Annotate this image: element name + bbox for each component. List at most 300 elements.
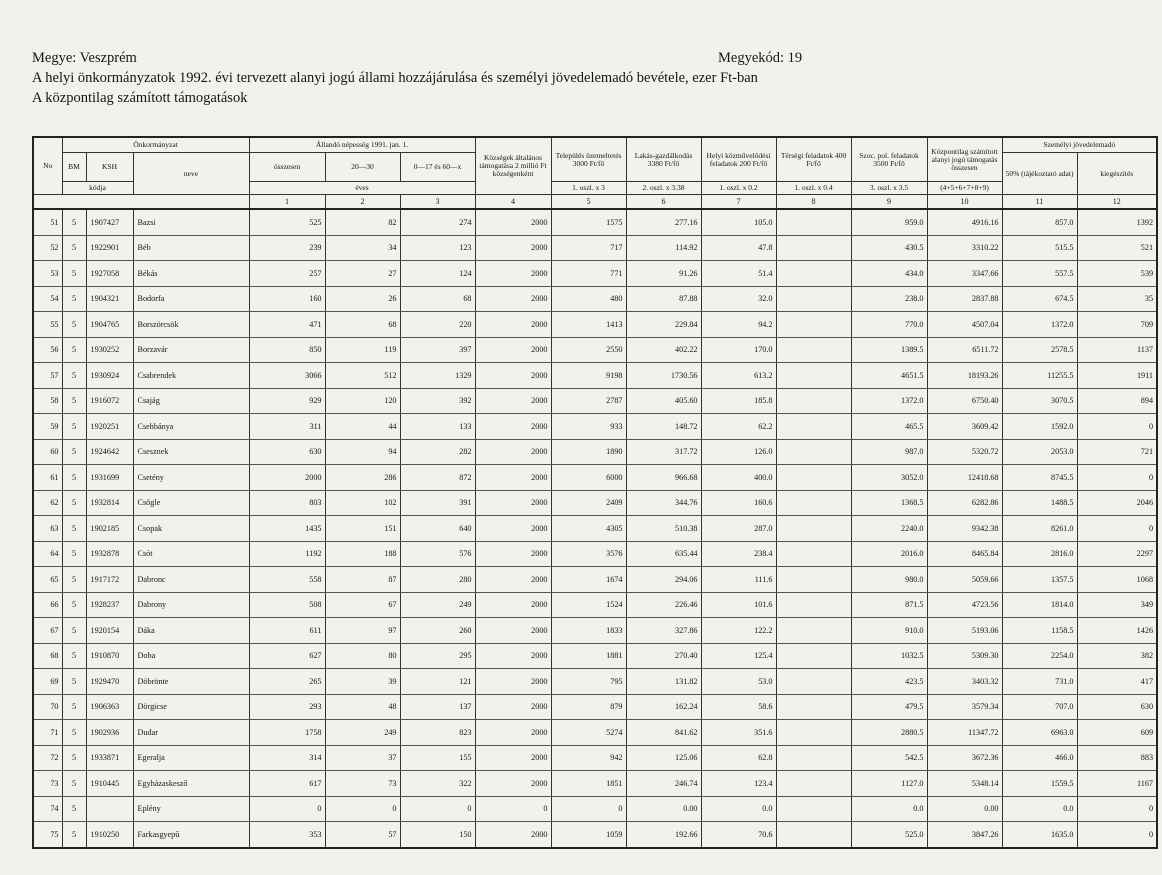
header-age-20-30: 20—30 [325, 153, 400, 182]
cell-kozsegek: 2000 [475, 694, 551, 720]
cell-helyi: 47.8 [701, 235, 776, 261]
cell-tersegi [776, 618, 851, 644]
cell-lakas: 91.26 [626, 261, 701, 287]
cell-telepules: 1851 [551, 771, 626, 797]
cell-age-20-30: 87 [325, 567, 400, 593]
cell-name: Béb [133, 235, 249, 261]
header-szja: Személyi jövedelemadó [1002, 137, 1157, 153]
cell-ksh: 1917172 [86, 567, 133, 593]
cell-kiegeszites: 2046 [1077, 490, 1157, 516]
cell-tersegi [776, 516, 851, 542]
cell-telepules: 2409 [551, 490, 626, 516]
cell-no: 73 [33, 771, 62, 797]
cell-helyi: 126.0 [701, 439, 776, 465]
cell-age-0-17: 1329 [400, 363, 475, 389]
cell-ksh: 1920251 [86, 414, 133, 440]
cell-name: Békás [133, 261, 249, 287]
cell-helyi: 170.0 [701, 337, 776, 363]
cell-osszesen: 471 [249, 312, 325, 338]
cell-osszesen: 803 [249, 490, 325, 516]
cell-lakas: 317.72 [626, 439, 701, 465]
table-row [33, 414, 1157, 440]
cell-kozpontilag: 5193.06 [927, 618, 1002, 644]
cell-helyi: 400.0 [701, 465, 776, 491]
cell-tersegi [776, 439, 851, 465]
cell-szja-50: 2578.5 [1002, 337, 1077, 363]
table-row [33, 643, 1157, 669]
cell-age-0-17: 280 [400, 567, 475, 593]
cell-ksh: 1924642 [86, 439, 133, 465]
cell-no: 62 [33, 490, 62, 516]
cell-telepules: 0 [551, 796, 626, 822]
cell-kozsegek: 2000 [475, 720, 551, 746]
cell-age-0-17: 576 [400, 541, 475, 567]
cell-lakas: 162.24 [626, 694, 701, 720]
column-number: 9 [851, 195, 927, 210]
cell-kozpontilag: 4723.56 [927, 592, 1002, 618]
cell-ksh: 1932814 [86, 490, 133, 516]
cell-name: Csajág [133, 388, 249, 414]
cell-ksh: 1902936 [86, 720, 133, 746]
cell-szja-50: 1635.0 [1002, 822, 1077, 848]
table-row [33, 694, 1157, 720]
column-number-row [33, 195, 1157, 210]
cell-name: Döbrönte [133, 669, 249, 695]
cell-osszesen: 265 [249, 669, 325, 695]
cell-age-20-30: 26 [325, 286, 400, 312]
cell-lakas: 270.40 [626, 643, 701, 669]
cell-no: 68 [33, 643, 62, 669]
cell-kozsegek: 2000 [475, 669, 551, 695]
cell-szja-50: 674.5 [1002, 286, 1077, 312]
cell-szoc: 1372.0 [851, 388, 927, 414]
cell-bm: 5 [62, 363, 86, 389]
cell-kozsegek: 2000 [475, 439, 551, 465]
cell-osszesen: 311 [249, 414, 325, 440]
cell-kiegeszites: 883 [1077, 745, 1157, 771]
cell-lakas: 344.76 [626, 490, 701, 516]
cell-no: 63 [33, 516, 62, 542]
cell-ksh: 1902185 [86, 516, 133, 542]
header-kodja: kódja [62, 182, 133, 195]
cell-bm: 5 [62, 414, 86, 440]
table-row [33, 567, 1157, 593]
cell-szoc: 423.5 [851, 669, 927, 695]
county-label: Megye: Veszprém [32, 50, 137, 66]
header-tersegi-formula: 1. oszl. x 0.4 [776, 182, 851, 195]
cell-kiegeszites: 1911 [1077, 363, 1157, 389]
cell-osszesen: 508 [249, 592, 325, 618]
cell-szoc: 3052.0 [851, 465, 927, 491]
column-number: 10 [927, 195, 1002, 210]
cell-kiegeszites: 1137 [1077, 337, 1157, 363]
cell-tersegi [776, 490, 851, 516]
table-row [33, 261, 1157, 287]
cell-bm: 5 [62, 235, 86, 261]
cell-osszesen: 2000 [249, 465, 325, 491]
cell-kiegeszites: 1167 [1077, 771, 1157, 797]
cell-kiegeszites: 0 [1077, 822, 1157, 848]
cell-lakas: 1730.56 [626, 363, 701, 389]
cell-age-20-30: 34 [325, 235, 400, 261]
cell-age-0-17: 640 [400, 516, 475, 542]
table-row [33, 796, 1157, 822]
cell-age-0-17: 397 [400, 337, 475, 363]
cell-kozpontilag: 4507.04 [927, 312, 1002, 338]
cell-tersegi [776, 745, 851, 771]
header-no: No [33, 137, 62, 195]
cell-helyi: 122.2 [701, 618, 776, 644]
cell-szja-50: 857.0 [1002, 209, 1077, 235]
cell-ksh: 1910445 [86, 771, 133, 797]
cell-no: 67 [33, 618, 62, 644]
cell-age-0-17: 260 [400, 618, 475, 644]
header-telepules: Település üzemeltetés 3000 Ft/fő [551, 137, 626, 182]
cell-ksh: 1904321 [86, 286, 133, 312]
cell-helyi: 94.2 [701, 312, 776, 338]
cell-bm: 5 [62, 516, 86, 542]
cell-age-20-30: 0 [325, 796, 400, 822]
cell-osszesen: 1192 [249, 541, 325, 567]
cell-tersegi [776, 312, 851, 338]
cell-lakas: 87.88 [626, 286, 701, 312]
header-neve: neve [133, 153, 249, 195]
cell-name: Csögle [133, 490, 249, 516]
document-header [32, 48, 822, 108]
cell-age-0-17: 295 [400, 643, 475, 669]
cell-kozpontilag: 3609.42 [927, 414, 1002, 440]
cell-kiegeszites: 417 [1077, 669, 1157, 695]
cell-szja-50: 1488.5 [1002, 490, 1077, 516]
cell-age-20-30: 97 [325, 618, 400, 644]
cell-age-0-17: 249 [400, 592, 475, 618]
cell-kozsegek: 2000 [475, 414, 551, 440]
cell-kozsegek: 0 [475, 796, 551, 822]
cell-osszesen: 630 [249, 439, 325, 465]
cell-name: Csesznek [133, 439, 249, 465]
cell-szoc: 434.0 [851, 261, 927, 287]
cell-kozpontilag: 6511.72 [927, 337, 1002, 363]
column-number: 3 [400, 195, 475, 210]
cell-helyi: 123.4 [701, 771, 776, 797]
cell-no: 75 [33, 822, 62, 848]
cell-helyi: 160.6 [701, 490, 776, 516]
cell-bm: 5 [62, 745, 86, 771]
cell-telepules: 9198 [551, 363, 626, 389]
cell-szoc: 542.5 [851, 745, 927, 771]
cell-bm: 5 [62, 337, 86, 363]
cell-osszesen: 627 [249, 643, 325, 669]
cell-kozpontilag: 0.00 [927, 796, 1002, 822]
cell-kozpontilag: 8465.84 [927, 541, 1002, 567]
column-number-blank [33, 195, 249, 210]
cell-kozsegek: 2000 [475, 235, 551, 261]
column-number: 4 [475, 195, 551, 210]
cell-szoc: 980.0 [851, 567, 927, 593]
cell-tersegi [776, 337, 851, 363]
cell-age-0-17: 123 [400, 235, 475, 261]
cell-bm: 5 [62, 669, 86, 695]
cell-age-20-30: 120 [325, 388, 400, 414]
table-row [33, 209, 1157, 235]
cell-szja-50: 11255.5 [1002, 363, 1077, 389]
cell-kozpontilag: 6750.40 [927, 388, 1002, 414]
table-row [33, 439, 1157, 465]
cell-helyi: 111.6 [701, 567, 776, 593]
header-eves: éves [249, 182, 475, 195]
cell-ksh: 1931699 [86, 465, 133, 491]
cell-age-0-17: 121 [400, 669, 475, 695]
cell-telepules: 480 [551, 286, 626, 312]
cell-lakas: 294.06 [626, 567, 701, 593]
cell-ksh: 1910870 [86, 643, 133, 669]
cell-szoc: 525.0 [851, 822, 927, 848]
cell-szoc: 2016.0 [851, 541, 927, 567]
cell-age-0-17: 872 [400, 465, 475, 491]
cell-kozpontilag: 2837.88 [927, 286, 1002, 312]
table-row [33, 720, 1157, 746]
cell-age-20-30: 27 [325, 261, 400, 287]
table-body [33, 209, 1157, 848]
cell-telepules: 879 [551, 694, 626, 720]
cell-tersegi [776, 720, 851, 746]
table-row [33, 490, 1157, 516]
cell-name: Dabrony [133, 592, 249, 618]
cell-szja-50: 1592.0 [1002, 414, 1077, 440]
cell-telepules: 942 [551, 745, 626, 771]
cell-kozpontilag: 5309.30 [927, 643, 1002, 669]
cell-osszesen: 314 [249, 745, 325, 771]
cell-age-20-30: 67 [325, 592, 400, 618]
cell-osszesen: 611 [249, 618, 325, 644]
cell-szja-50: 6963.0 [1002, 720, 1077, 746]
cell-kozsegek: 2000 [475, 771, 551, 797]
cell-kozsegek: 2000 [475, 261, 551, 287]
cell-szoc: 238.0 [851, 286, 927, 312]
cell-kozsegek: 2000 [475, 643, 551, 669]
cell-szja-50: 1814.0 [1002, 592, 1077, 618]
cell-lakas: 635.44 [626, 541, 701, 567]
cell-tersegi [776, 541, 851, 567]
cell-no: 53 [33, 261, 62, 287]
support-table [32, 136, 1158, 849]
column-number: 11 [1002, 195, 1077, 210]
cell-age-20-30: 151 [325, 516, 400, 542]
header-szja-50: 50% (tájékoztató adat) [1002, 153, 1077, 195]
header-lakas: Lakás-gazdálkodás 3380 Ft/fő [626, 137, 701, 182]
cell-kiegeszites: 0 [1077, 465, 1157, 491]
cell-tersegi [776, 235, 851, 261]
cell-kozsegek: 2000 [475, 745, 551, 771]
cell-kozpontilag: 3347.66 [927, 261, 1002, 287]
cell-szoc: 479.5 [851, 694, 927, 720]
cell-name: Csopak [133, 516, 249, 542]
cell-szoc: 871.5 [851, 592, 927, 618]
cell-lakas: 125.06 [626, 745, 701, 771]
cell-tersegi [776, 286, 851, 312]
cell-age-0-17: 150 [400, 822, 475, 848]
header-bm: BM [62, 153, 86, 182]
cell-osszesen: 353 [249, 822, 325, 848]
cell-no: 66 [33, 592, 62, 618]
cell-helyi: 238.4 [701, 541, 776, 567]
cell-szja-50: 8745.5 [1002, 465, 1077, 491]
cell-kiegeszites: 349 [1077, 592, 1157, 618]
cell-age-0-17: 155 [400, 745, 475, 771]
cell-osszesen: 257 [249, 261, 325, 287]
header-telepules-formula: 1. oszl. x 3 [551, 182, 626, 195]
cell-helyi: 32.0 [701, 286, 776, 312]
cell-age-20-30: 102 [325, 490, 400, 516]
cell-age-0-17: 322 [400, 771, 475, 797]
table-row [33, 541, 1157, 567]
cell-tersegi [776, 414, 851, 440]
header-line-1 [32, 48, 822, 68]
cell-age-0-17: 68 [400, 286, 475, 312]
cell-bm: 5 [62, 592, 86, 618]
cell-bm: 5 [62, 261, 86, 287]
cell-age-20-30: 68 [325, 312, 400, 338]
column-number: 7 [701, 195, 776, 210]
cell-no: 72 [33, 745, 62, 771]
cell-name: Eplény [133, 796, 249, 822]
cell-no: 59 [33, 414, 62, 440]
cell-name: Dabronc [133, 567, 249, 593]
cell-bm: 5 [62, 771, 86, 797]
cell-no: 55 [33, 312, 62, 338]
cell-szja-50: 466.0 [1002, 745, 1077, 771]
cell-kozpontilag: 3310.22 [927, 235, 1002, 261]
cell-kozsegek: 2000 [475, 490, 551, 516]
cell-telepules: 717 [551, 235, 626, 261]
column-number: 12 [1077, 195, 1157, 210]
cell-kozsegek: 2000 [475, 592, 551, 618]
cell-helyi: 70.6 [701, 822, 776, 848]
cell-szja-50: 8261.0 [1002, 516, 1077, 542]
cell-ksh: 1930252 [86, 337, 133, 363]
cell-kozsegek: 2000 [475, 465, 551, 491]
cell-bm: 5 [62, 439, 86, 465]
cell-kozpontilag: 3579.34 [927, 694, 1002, 720]
cell-kiegeszites: 0 [1077, 796, 1157, 822]
cell-szoc: 2880.5 [851, 720, 927, 746]
cell-kozpontilag: 3672.36 [927, 745, 1002, 771]
cell-no: 74 [33, 796, 62, 822]
cell-bm: 5 [62, 209, 86, 235]
cell-kiegeszites: 2297 [1077, 541, 1157, 567]
cell-name: Csehbánya [133, 414, 249, 440]
cell-szja-50: 707.0 [1002, 694, 1077, 720]
cell-age-20-30: 39 [325, 669, 400, 695]
cell-kozpontilag: 3847.26 [927, 822, 1002, 848]
cell-ksh: 1904765 [86, 312, 133, 338]
cell-osszesen: 293 [249, 694, 325, 720]
cell-szja-50: 0.0 [1002, 796, 1077, 822]
cell-bm: 5 [62, 796, 86, 822]
column-number: 2 [325, 195, 400, 210]
cell-osszesen: 160 [249, 286, 325, 312]
cell-kozpontilag: 3403.32 [927, 669, 1002, 695]
cell-no: 70 [33, 694, 62, 720]
header-kiegeszites: kiegészítés [1077, 153, 1157, 195]
header-szoc-formula: 3. oszl. x 3.5 [851, 182, 927, 195]
cell-telepules: 1833 [551, 618, 626, 644]
cell-lakas: 192.66 [626, 822, 701, 848]
column-number: 8 [776, 195, 851, 210]
cell-no: 58 [33, 388, 62, 414]
cell-szoc: 1032.5 [851, 643, 927, 669]
cell-lakas: 966.68 [626, 465, 701, 491]
cell-name: Farkasgyepű [133, 822, 249, 848]
cell-kiegeszites: 382 [1077, 643, 1157, 669]
cell-szoc: 987.0 [851, 439, 927, 465]
cell-osszesen: 3066 [249, 363, 325, 389]
cell-no: 52 [33, 235, 62, 261]
column-number: 5 [551, 195, 626, 210]
cell-osszesen: 558 [249, 567, 325, 593]
header-allando-nepesseg: Állandó népesség 1991. jan. 1. [249, 137, 475, 153]
cell-szja-50: 1372.0 [1002, 312, 1077, 338]
cell-kozpontilag: 6282.86 [927, 490, 1002, 516]
document-title: A helyi önkormányzatok 1992. évi tervezett alanyi jogú állami hozzájárulása és személyi jövedelemadó bevétele, ezer Ft-ban [32, 70, 758, 86]
cell-name: Egeralja [133, 745, 249, 771]
cell-helyi: 0.0 [701, 796, 776, 822]
cell-kozsegek: 2000 [475, 388, 551, 414]
cell-tersegi [776, 567, 851, 593]
county-code-label: Megyekód: 19 [718, 50, 803, 66]
cell-szja-50: 2816.0 [1002, 541, 1077, 567]
cell-age-20-30: 188 [325, 541, 400, 567]
cell-szja-50: 557.5 [1002, 261, 1077, 287]
cell-tersegi [776, 592, 851, 618]
cell-age-20-30: 37 [325, 745, 400, 771]
cell-kozsegek: 2000 [475, 618, 551, 644]
cell-no: 64 [33, 541, 62, 567]
cell-ksh: 1906363 [86, 694, 133, 720]
cell-age-20-30: 249 [325, 720, 400, 746]
header-onkormanyzat: Önkormányzat [62, 137, 249, 153]
cell-tersegi [776, 209, 851, 235]
cell-age-0-17: 220 [400, 312, 475, 338]
cell-osszesen: 850 [249, 337, 325, 363]
column-number: 1 [249, 195, 325, 210]
cell-name: Dörgicse [133, 694, 249, 720]
cell-szja-50: 1559.5 [1002, 771, 1077, 797]
table-row [33, 592, 1157, 618]
header-osszesen: összesen [249, 153, 325, 182]
cell-ksh: 1932878 [86, 541, 133, 567]
cell-lakas: 229.84 [626, 312, 701, 338]
cell-kozpontilag: 12418.68 [927, 465, 1002, 491]
cell-lakas: 114.92 [626, 235, 701, 261]
table-row [33, 363, 1157, 389]
table-row [33, 745, 1157, 771]
column-number: 6 [626, 195, 701, 210]
cell-age-20-30: 94 [325, 439, 400, 465]
cell-telepules: 6000 [551, 465, 626, 491]
header-lakas-formula: 2. oszl. x 3.38 [626, 182, 701, 195]
cell-helyi: 101.6 [701, 592, 776, 618]
header-kozpontilag: Központilag számított alanyi jogú támogatás összesen [927, 137, 1002, 182]
cell-szoc: 910.0 [851, 618, 927, 644]
cell-szoc: 0.0 [851, 796, 927, 822]
cell-lakas: 510.38 [626, 516, 701, 542]
cell-helyi: 105.0 [701, 209, 776, 235]
cell-tersegi [776, 261, 851, 287]
cell-kiegeszites: 721 [1077, 439, 1157, 465]
cell-no: 57 [33, 363, 62, 389]
cell-kozsegek: 2000 [475, 822, 551, 848]
